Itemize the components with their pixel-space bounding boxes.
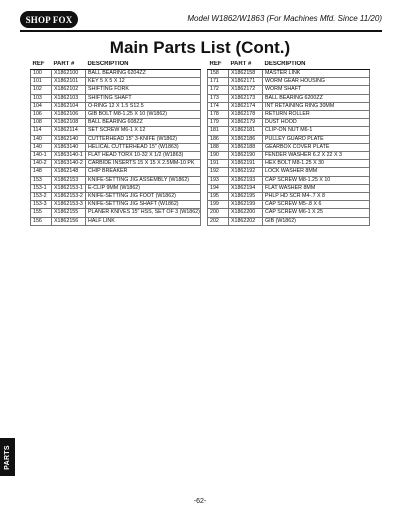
table-row (208, 152, 370, 160)
table-row (208, 143, 370, 151)
table-row (31, 127, 201, 135)
ref-cell: 101 (31, 78, 52, 86)
table-header-row (208, 61, 370, 70)
description-cell: HALF LINK (86, 217, 201, 225)
section-tab-label: PARTS (4, 444, 11, 470)
description-cell: HEX BOLT M8-1.25 X 30 (263, 160, 370, 168)
ref-cell: 104 (31, 102, 52, 110)
col-description-header: DESCRIPTION (263, 61, 370, 70)
parts-table-right-body (208, 70, 370, 226)
description-cell: GIB BOLT M8-1.25 X 10 (W1862) (86, 111, 201, 119)
part-number-cell: X1862188 (229, 143, 263, 151)
description-cell: WORM GEAR HOUSING (263, 78, 370, 86)
part-number-cell: X1862172 (229, 86, 263, 94)
table-row (31, 78, 201, 86)
ref-cell: 192 (208, 168, 229, 176)
part-number-cell: X1863140 (52, 143, 86, 151)
table-row (31, 160, 201, 168)
part-number-cell: X1862153-2 (52, 193, 86, 201)
table-row (208, 160, 370, 168)
part-number-cell: X1862190 (229, 152, 263, 160)
description-cell: BALL BEARING 6200ZZ (263, 94, 370, 102)
table-row (208, 70, 370, 78)
description-cell: KNIFE-SETTING JIG ASSEMBLY (W1862) (86, 176, 201, 184)
ref-cell: 188 (208, 143, 229, 151)
ref-cell: 114 (31, 127, 52, 135)
part-number-cell: X1862106 (52, 111, 86, 119)
part-number-cell: X1862153 (52, 176, 86, 184)
description-cell: LOCK WASHER 8MM (263, 168, 370, 176)
part-number-cell: X1863140-1 (52, 152, 86, 160)
ref-cell: 153-2 (31, 193, 52, 201)
table-row (208, 86, 370, 94)
table-row (31, 193, 201, 201)
description-cell: DUST HOOD (263, 119, 370, 127)
table-row (31, 217, 201, 225)
part-number-cell: X1862181 (229, 127, 263, 135)
part-number-cell: X1862174 (229, 102, 263, 110)
table-row (208, 135, 370, 143)
part-number-cell: X1862102 (52, 86, 86, 94)
part-number-cell: X1862194 (229, 184, 263, 192)
table-row (31, 94, 201, 102)
part-number-cell: X1862195 (229, 193, 263, 201)
description-cell: FLAT WASHER 8MM (263, 184, 370, 192)
ref-cell: 100 (31, 70, 52, 78)
part-number-cell: X1862193 (229, 176, 263, 184)
part-number-cell: X1862191 (229, 160, 263, 168)
part-number-cell: X1862200 (229, 209, 263, 217)
ref-cell: 102 (31, 86, 52, 94)
page-title: Main Parts List (Cont.) (109, 38, 291, 57)
table-row (31, 209, 201, 217)
description-cell: CHIP BREAKER (86, 168, 201, 176)
ref-cell: 103 (31, 94, 52, 102)
description-cell: CLIP-ON NUT M6-1 (263, 127, 370, 135)
ref-cell: 202 (208, 217, 229, 225)
part-number-cell: X1862156 (52, 217, 86, 225)
table-header-row (31, 61, 201, 70)
table-row (31, 70, 201, 78)
col-ref-header: REF (208, 61, 229, 70)
table-row (31, 168, 201, 176)
ref-cell: 194 (208, 184, 229, 192)
description-cell: FENDER WASHER 6.2 X 22 X 3 (263, 152, 370, 160)
part-number-cell: X1862108 (52, 119, 86, 127)
ref-cell: 186 (208, 135, 229, 143)
parts-table-right (207, 61, 370, 226)
ref-cell: 178 (208, 111, 229, 119)
description-cell: HELICAL CUTTERHEAD 15" (W1863) (86, 143, 201, 151)
part-number-cell: X1862171 (229, 78, 263, 86)
description-cell: CAP SCREW M8-1.25 X 10 (263, 176, 370, 184)
ref-cell: 108 (31, 119, 52, 127)
ref-cell: 155 (31, 209, 52, 217)
part-number-cell: X1862153-1 (52, 184, 86, 192)
ref-cell: 140 (31, 143, 52, 151)
col-part-header: PART # (229, 61, 263, 70)
ref-cell: 148 (31, 168, 52, 176)
shop-fox-logo (20, 11, 78, 28)
table-row (208, 217, 370, 225)
part-number-cell: X1862103 (52, 94, 86, 102)
description-cell: CAP SCREW M6-1 X 25 (263, 209, 370, 217)
part-number-cell: X1862148 (52, 168, 86, 176)
description-cell: WORM SHAFT (263, 86, 370, 94)
ref-cell: 190 (208, 152, 229, 160)
table-row (208, 184, 370, 192)
ref-cell: 158 (208, 70, 229, 78)
ref-cell: 140-2 (31, 160, 52, 168)
description-cell: PLANER KNIVES 15" HSS, SET OF 3 (W1862) (86, 209, 201, 217)
description-cell: GEARBOX COVER PLATE (263, 143, 370, 151)
part-number-cell: X1862179 (229, 119, 263, 127)
ref-cell: 171 (208, 78, 229, 86)
table-row (31, 176, 201, 184)
ref-cell: 106 (31, 111, 52, 119)
part-number-cell: X1862153-3 (52, 201, 86, 209)
ref-cell: 140 (31, 135, 52, 143)
part-number-cell: X1862100 (52, 70, 86, 78)
page-number: -62- (193, 498, 207, 505)
ref-cell: 156 (31, 217, 52, 225)
table-row (208, 78, 370, 86)
part-number-cell: X1862173 (229, 94, 263, 102)
ref-cell: 200 (208, 209, 229, 217)
description-cell: GIB (W1862) (263, 217, 370, 225)
part-number-cell: X1862140 (52, 135, 86, 143)
part-number-cell: X1862158 (229, 70, 263, 78)
table-row (208, 168, 370, 176)
table-row (31, 119, 201, 127)
header-rule (20, 30, 382, 32)
description-cell: RETURN ROLLER (263, 111, 370, 119)
table-row (208, 127, 370, 135)
model-line: Model W1862/W1863 (For Machines Mfd. Since 11/20) (187, 14, 382, 23)
description-cell: CUTTERHEAD 15" 3-KNIFE (W1862) (86, 135, 201, 143)
logo-text: SHOP FOX (25, 14, 73, 25)
table-row (31, 184, 201, 192)
table-row (208, 94, 370, 102)
table-row (31, 111, 201, 119)
table-row (31, 135, 201, 143)
col-ref-header: REF (31, 61, 52, 70)
parts-table-left (30, 61, 201, 226)
description-cell: PULLEY GUARD PLATE (263, 135, 370, 143)
description-cell: PHLP HD SCR M4-.7 X 8 (263, 193, 370, 201)
ref-cell: 153-3 (31, 201, 52, 209)
description-cell: SET SCREW M6-1 X 12 (86, 127, 201, 135)
part-number-cell: X1863140-2 (52, 160, 86, 168)
table-row (208, 102, 370, 110)
description-cell: E-CLIP 9MM (W1862) (86, 184, 201, 192)
part-number-cell: X1862104 (52, 102, 86, 110)
part-number-cell: X1862155 (52, 209, 86, 217)
table-row (208, 111, 370, 119)
ref-cell: 195 (208, 193, 229, 201)
table-row (31, 86, 201, 94)
ref-cell: 191 (208, 160, 229, 168)
part-number-cell: X1862202 (229, 217, 263, 225)
description-cell: SHIFTING SHAFT (86, 94, 201, 102)
description-cell: CAP SCREW M5-.8 X 6 (263, 201, 370, 209)
part-number-cell: X1862178 (229, 111, 263, 119)
description-cell: CARBIDE INSERTS 15 X 15 X 2.5MM-10 PK (86, 160, 201, 168)
table-row (31, 102, 201, 110)
description-cell: KNIFE-SETTING JIG FOOT (W1862) (86, 193, 201, 201)
ref-cell: 140-1 (31, 152, 52, 160)
part-number-cell: X1862199 (229, 201, 263, 209)
table-row (208, 176, 370, 184)
description-cell: FLAT HEAD TORX 10-32 X 1/2 (W1863) (86, 152, 201, 160)
table-row (31, 201, 201, 209)
table-row (208, 193, 370, 201)
description-cell: SHIFTING FORK (86, 86, 201, 94)
ref-cell: 199 (208, 201, 229, 209)
parts-section-tab (0, 438, 15, 476)
table-row (208, 209, 370, 217)
description-cell: BALL BEARING 6204ZZ (86, 70, 201, 78)
ref-cell: 174 (208, 102, 229, 110)
col-part-header: PART # (52, 61, 86, 70)
description-cell: KNIFE-SETTING JIG SHAFT (W1862) (86, 201, 201, 209)
ref-cell: 193 (208, 176, 229, 184)
col-description-header: DESCRIPTION (86, 61, 201, 70)
ref-cell: 181 (208, 127, 229, 135)
ref-cell: 172 (208, 86, 229, 94)
description-cell: MASTER LINK (263, 70, 370, 78)
ref-cell: 153-1 (31, 184, 52, 192)
ref-cell: 179 (208, 119, 229, 127)
description-cell: KEY 5 X 5 X 12 (86, 78, 201, 86)
table-row (208, 119, 370, 127)
ref-cell: 153 (31, 176, 52, 184)
parts-table-left-body (31, 70, 201, 226)
table-row (31, 152, 201, 160)
description-cell: BALL BEARING 608ZZ (86, 119, 201, 127)
part-number-cell: X1862192 (229, 168, 263, 176)
description-cell: O-RING 12 X 1.5 S12.5 (86, 102, 201, 110)
description-cell: INT RETAINING RING 30MM (263, 102, 370, 110)
part-number-cell: X1862101 (52, 78, 86, 86)
ref-cell: 173 (208, 94, 229, 102)
part-number-cell: X1862114 (52, 127, 86, 135)
part-number-cell: X1862186 (229, 135, 263, 143)
table-row (208, 201, 370, 209)
table-row (31, 143, 201, 151)
